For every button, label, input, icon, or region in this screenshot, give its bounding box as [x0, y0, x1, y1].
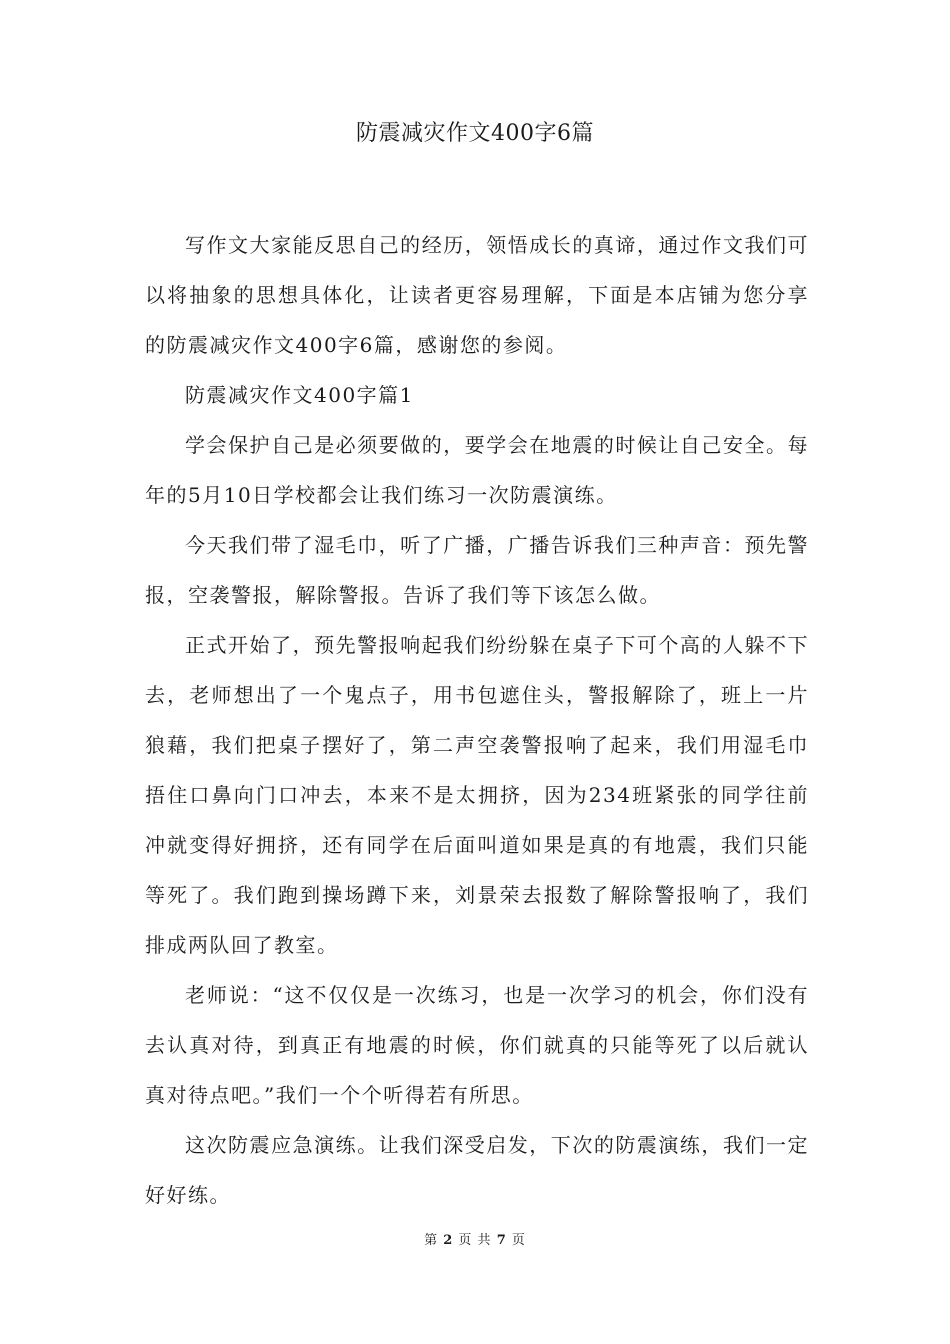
- section-heading: 防震减灾作文400字篇1: [185, 383, 414, 407]
- footer-middle: 页 共: [458, 1233, 492, 1248]
- document-title: 防震减灾作文400字6篇: [356, 121, 594, 146]
- footer-prefix: 第: [424, 1233, 439, 1248]
- intro-paragraph: 写作文大家能反思自己的经历，领悟成长的真谛，通过作文我们可以将抽象的思想具体化，让读者更容易理解，下面是本店铺为您分享的防震减灾作文400字6篇，感谢您的参阅。: [145, 233, 809, 357]
- body-paragraph: 今天我们带了湿毛巾，听了广播，广播告诉我们三种声音：预先警报，空袭警报，解除警报。告诉了我们等下该怎么做。: [145, 533, 809, 607]
- body-paragraph: 这次防震应急演练。让我们深受启发，下次的防震演练，我们一定好好练。: [145, 1133, 809, 1207]
- document-body: [145, 220, 809, 1220]
- total-pages-number: 7: [496, 1233, 507, 1248]
- current-page-number: 2: [443, 1233, 454, 1248]
- body-paragraph: 老师说：“这不仅仅是一次练习，也是一次学习的机会，你们没有去认真对待，到真正有地震的时候，你们就真的只能等死了以后就认真对待点吧。”我们一个个听得若有所思。: [145, 983, 809, 1107]
- body-paragraph: 学会保护自己是必须要做的，要学会在地震的时候让自己安全。每年的5月10日学校都会让我们练习一次防震演练。: [145, 433, 809, 507]
- page-footer: [0, 1231, 950, 1251]
- body-paragraph: 正式开始了，预先警报响起我们纷纷躲在桌子下可个高的人躲不下去，老师想出了一个鬼点子，用书包遮住头，警报解除了，班上一片狼藉，我们把桌子摆好了，第二声空袭警报响了起来，我们用湿毛巾捂住口鼻向门口冲去，本来不是太拥挤，因为234班紧张的同学往前冲就变得好拥挤，还有同学在后面叫道如果是真的有地震，我们只能等死了。我们跑到操场蹲下来，刘景荣去报数了解除警报响了，我们排成两队回了教室。: [145, 633, 809, 957]
- footer-suffix: 页: [511, 1233, 526, 1248]
